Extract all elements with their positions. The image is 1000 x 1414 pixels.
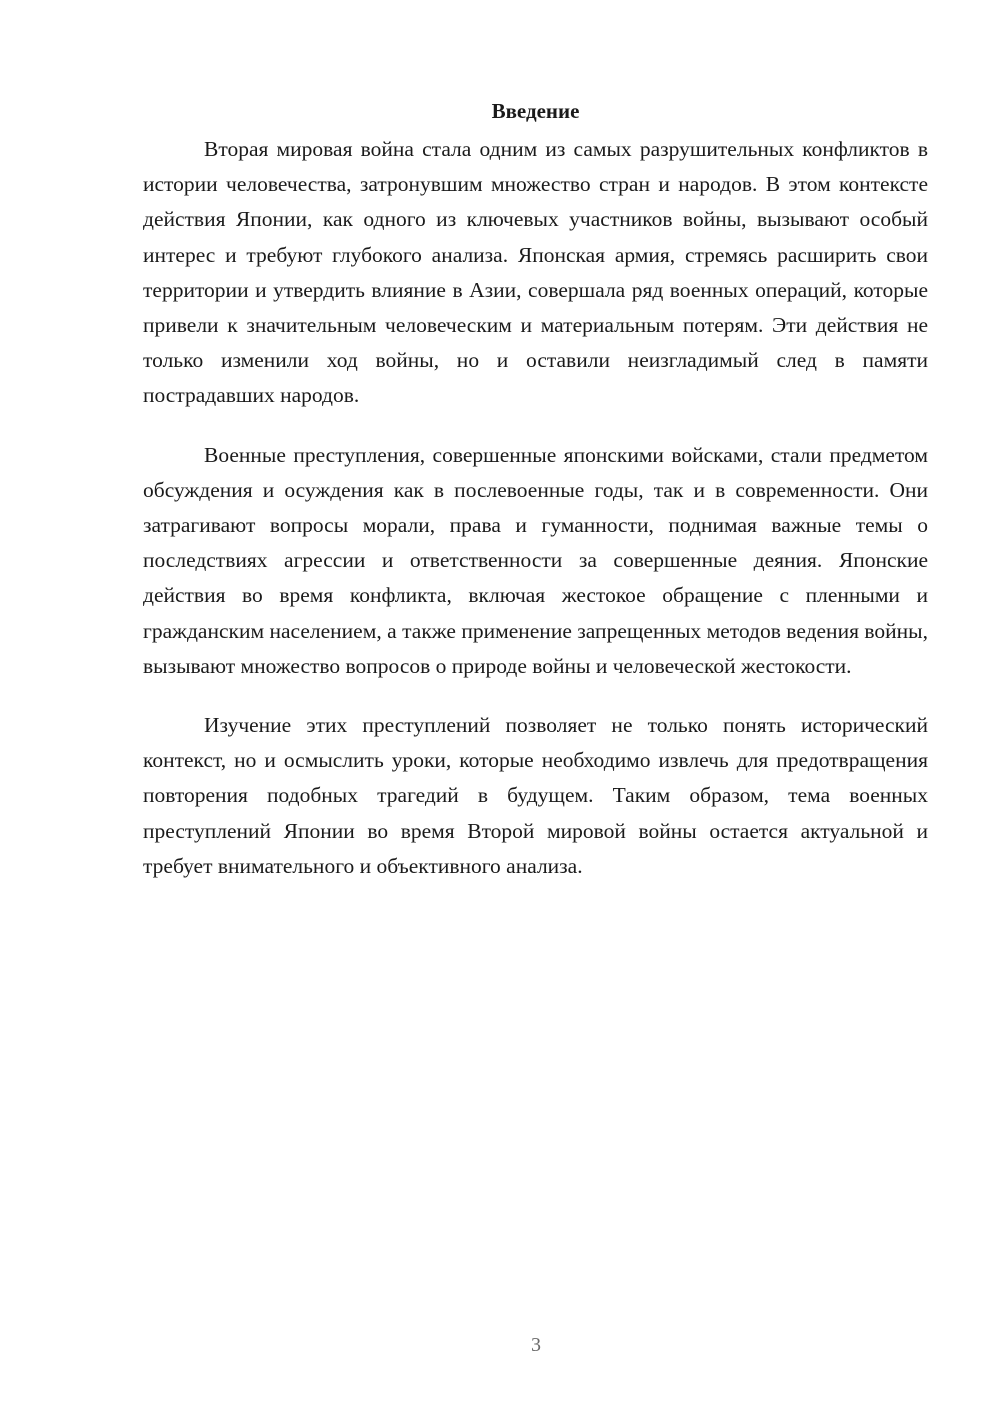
page-content	[143, 96, 928, 908]
paragraph-3: Изучение этих преступлений позволяет не только понять исторический контекст, но и осмыслить уроки, которые необходимо извлечь для предотвращения повторения подобных трагедий в будущем. Таким образом, тема военных преступлений Японии во время Второй мировой войны остается актуальной и требует внимательного и объективного анализа.	[143, 713, 928, 878]
paragraph-1: Вторая мировая война стала одним из самых разрушительных конфликтов в истории человечества, затронувшим множество стран и народов. В этом контексте действия Японии, как одного из ключевых участников войны, вызывают особый интерес и требуют глубокого анализа. Японская армия, стремясь расширить свои территории и утвердить влияние в Азии, совершала ряд военных операций, которые привели к значительным человеческим и материальным потерям. Эти действия не только изменили ход войны, но и оставили неизгладимый след в памяти пострадавших народов.	[143, 137, 928, 408]
section-title: Введение	[491, 99, 580, 123]
page-number: 3	[531, 1334, 541, 1356]
paragraph-2: Военные преступления, совершенные японскими войсками, стали предметом обсуждения и осуждения как в послевоенные годы, так и в современности. Они затрагивают вопросы морали, права и гуманности, поднимая важные темы о последствиях агрессии и ответственности за совершенные деяния. Японские действия во время конфликта, включая жестокое обращение с пленными и гражданским населением, а также применение запрещенных методов ведения войны, вызывают множество вопросов о природе войны и человеческой жестокости.	[143, 442, 928, 678]
